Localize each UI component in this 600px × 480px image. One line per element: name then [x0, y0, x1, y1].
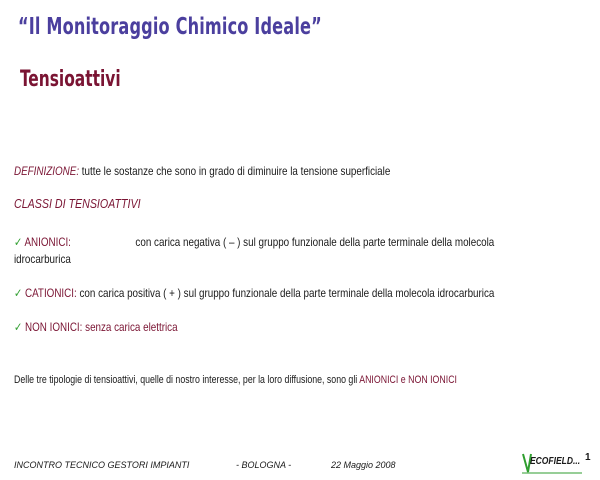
- definition-text: tutte le sostanze che sono in grado di diminuire la tensione superficiale: [81, 164, 391, 178]
- slide-subtitle: Tensioattivi: [20, 67, 121, 92]
- slide-title: “Il Monitoraggio Chimico Ideale”: [18, 14, 322, 40]
- footer-date: 22 Maggio 2008: [331, 460, 396, 470]
- check-icon: ✓: [14, 320, 23, 334]
- class-label: ANIONICI:: [24, 235, 71, 249]
- conclusion-text: Delle tre tipologie di tensioattivi, quelle di nostro interesse, per la loro diffusione, sono gli: [14, 374, 360, 386]
- classes-heading: CLASSI DI TENSIOATTIVI: [14, 196, 141, 211]
- logo-text: ECOFIELD...: [530, 456, 581, 467]
- definition-line: [14, 164, 390, 178]
- conclusion-joiner: e: [398, 374, 409, 386]
- class-description: con carica negativa ( – ) sul gruppo funzionale della parte terminale della molecola: [135, 235, 495, 249]
- footer-location: - BOLOGNA -: [236, 460, 292, 470]
- class-item-cationici: [14, 286, 494, 300]
- class-label: NON IONICI:: [24, 320, 83, 334]
- footer-event: INCONTRO TECNICO GESTORI IMPIANTI: [14, 460, 190, 470]
- definition-label: DEFINIZIONE:: [14, 164, 80, 178]
- class-item-non-ionici: [14, 320, 178, 334]
- check-icon: ✓: [14, 286, 23, 300]
- class-item-anionici-cont: [14, 252, 71, 266]
- class-description-cont: idrocarburica: [14, 252, 71, 266]
- conclusion-highlight-anionici: ANIONICI: [359, 374, 399, 386]
- page-number: 1: [585, 452, 591, 463]
- conclusion-line: [14, 374, 457, 386]
- class-description: senza carica elettrica: [85, 320, 178, 334]
- class-label: CATIONICI:: [24, 286, 77, 300]
- class-item-anionici: [14, 235, 494, 249]
- class-description: con carica positiva ( + ) sul gruppo funzionale della parte terminale della molecola idrocarburica: [79, 286, 495, 300]
- ecofield-logo: [522, 452, 584, 474]
- conclusion-highlight-non-ionici: NON IONICI: [408, 374, 458, 386]
- check-icon: ✓: [14, 235, 23, 249]
